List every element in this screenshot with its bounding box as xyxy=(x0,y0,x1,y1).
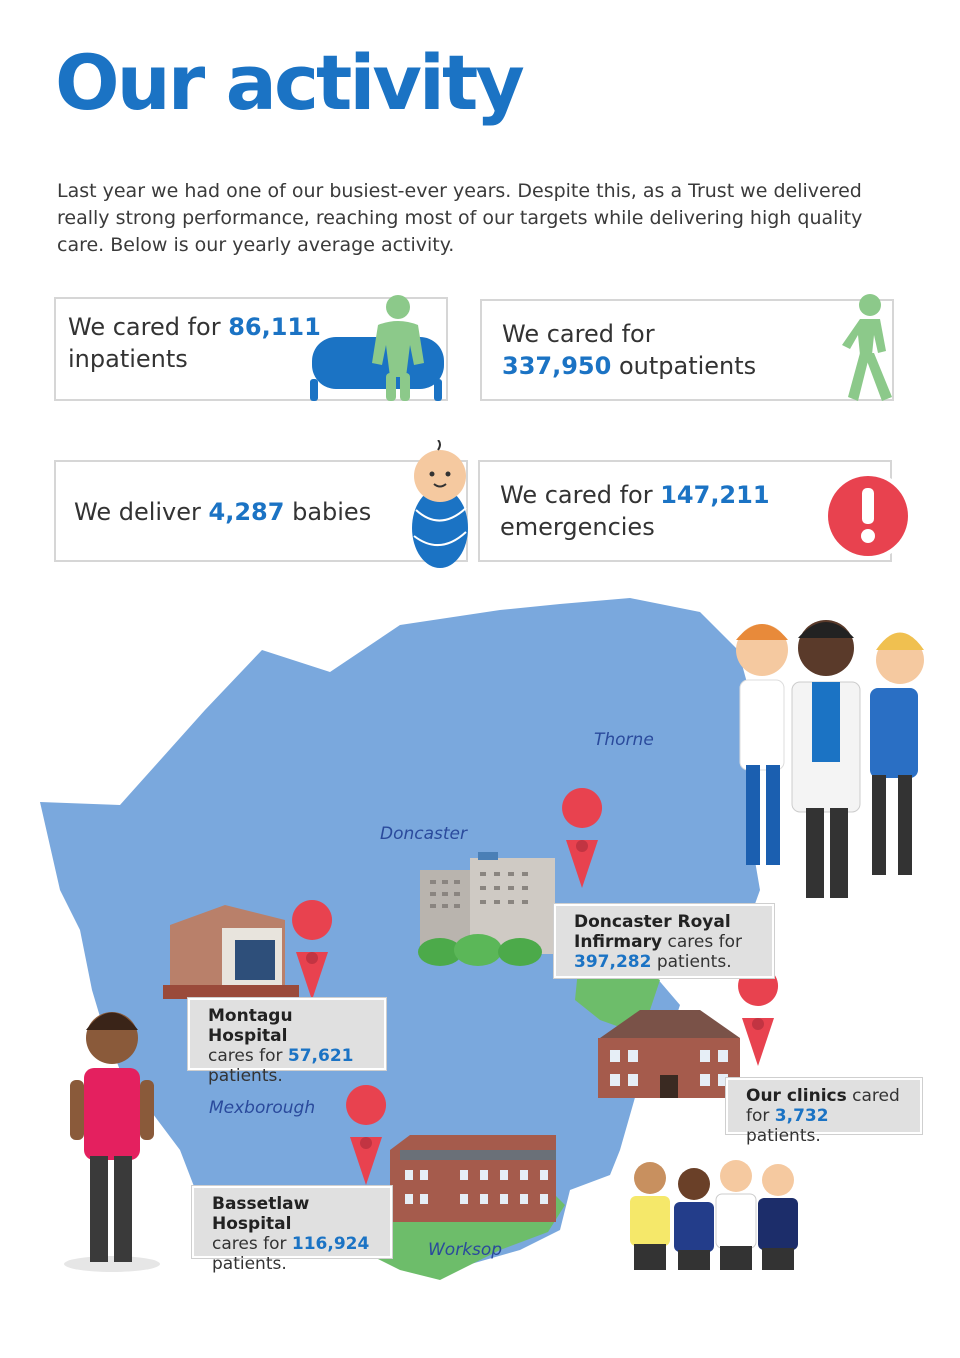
babies-pre: We deliver xyxy=(74,498,209,526)
bassetlaw-value: 116,924 xyxy=(291,1234,370,1254)
intro-paragraph: Last year we had one of our busiest-ever years. Despite this, as a Trust we delivered really strong performance, reaching most of our targets while delivering high quality care. Below is our yearly average activity. xyxy=(57,180,863,256)
pin-clinics-icon xyxy=(738,966,778,1066)
babies-value: 4,287 xyxy=(208,498,285,526)
emergencies-value: 147,211 xyxy=(660,481,770,509)
place-label-mexborough: Mexborough xyxy=(209,1098,316,1118)
place-label-doncaster: Doncaster xyxy=(380,824,468,844)
emergencies-pre: We cared for xyxy=(500,481,661,509)
doncaster-post: patients. xyxy=(651,952,732,972)
montagu-name: Montagu Hospital xyxy=(208,1006,293,1046)
montagu-post: patients. xyxy=(208,1066,283,1086)
montagu-mid: cares for xyxy=(208,1046,288,1066)
place-label-worksop: Worksop xyxy=(428,1240,503,1260)
site-label-our-clinics xyxy=(726,1078,922,1146)
stat-card-emergencies xyxy=(478,460,892,562)
patient-in-bed-icon xyxy=(306,293,452,405)
clinics-value: 3,732 xyxy=(774,1106,829,1126)
exclamation-alert-icon xyxy=(822,470,914,562)
inpatients-pre: We cared for xyxy=(68,313,229,341)
clinics-post: patients. xyxy=(746,1126,821,1146)
place-label-thorne: Thorne xyxy=(594,730,654,750)
stat-card-outpatients xyxy=(480,299,894,401)
walking-person-icon xyxy=(830,293,902,405)
montagu-value: 57,621 xyxy=(287,1046,354,1066)
babies-post: babies xyxy=(284,498,372,526)
clinics-mid2: for xyxy=(746,1106,775,1126)
staff-group-illustration xyxy=(736,620,924,898)
swaddled-baby-icon xyxy=(408,440,472,570)
inpatients-value: 86,111 xyxy=(228,313,321,341)
outpatients-pre: We cared for xyxy=(502,320,655,348)
doncaster-mid: cares for xyxy=(662,932,742,952)
site-label-bassetlaw-hospital xyxy=(192,1186,392,1274)
region-map xyxy=(0,590,960,1290)
doncaster-name-line1: Doncaster Royal xyxy=(574,912,731,932)
stat-card-babies xyxy=(54,460,468,562)
doncaster-name-line2: Infirmary xyxy=(574,932,663,952)
bassetlaw-post: patients. xyxy=(212,1254,287,1274)
site-label-doncaster-royal-infirmary xyxy=(554,904,774,978)
page-title: Our activity xyxy=(55,38,522,127)
small-staff-group-illustration xyxy=(630,1160,798,1270)
stat-card-inpatients xyxy=(54,297,448,401)
clinics-name: Our clinics xyxy=(746,1086,847,1106)
bassetlaw-name: Bassetlaw Hospital xyxy=(212,1194,310,1234)
clinics-mid: cared xyxy=(846,1086,900,1106)
outpatients-post: outpatients xyxy=(611,352,757,380)
inpatients-post: inpatients xyxy=(68,345,188,373)
bassetlaw-hospital-building xyxy=(390,1135,556,1222)
doncaster-value: 397,282 xyxy=(574,952,652,972)
site-label-montagu-hospital xyxy=(188,998,386,1086)
bassetlaw-mid: cares for xyxy=(212,1234,292,1254)
outpatients-value: 337,950 xyxy=(502,352,612,380)
emergencies-post: emergencies xyxy=(500,513,655,541)
